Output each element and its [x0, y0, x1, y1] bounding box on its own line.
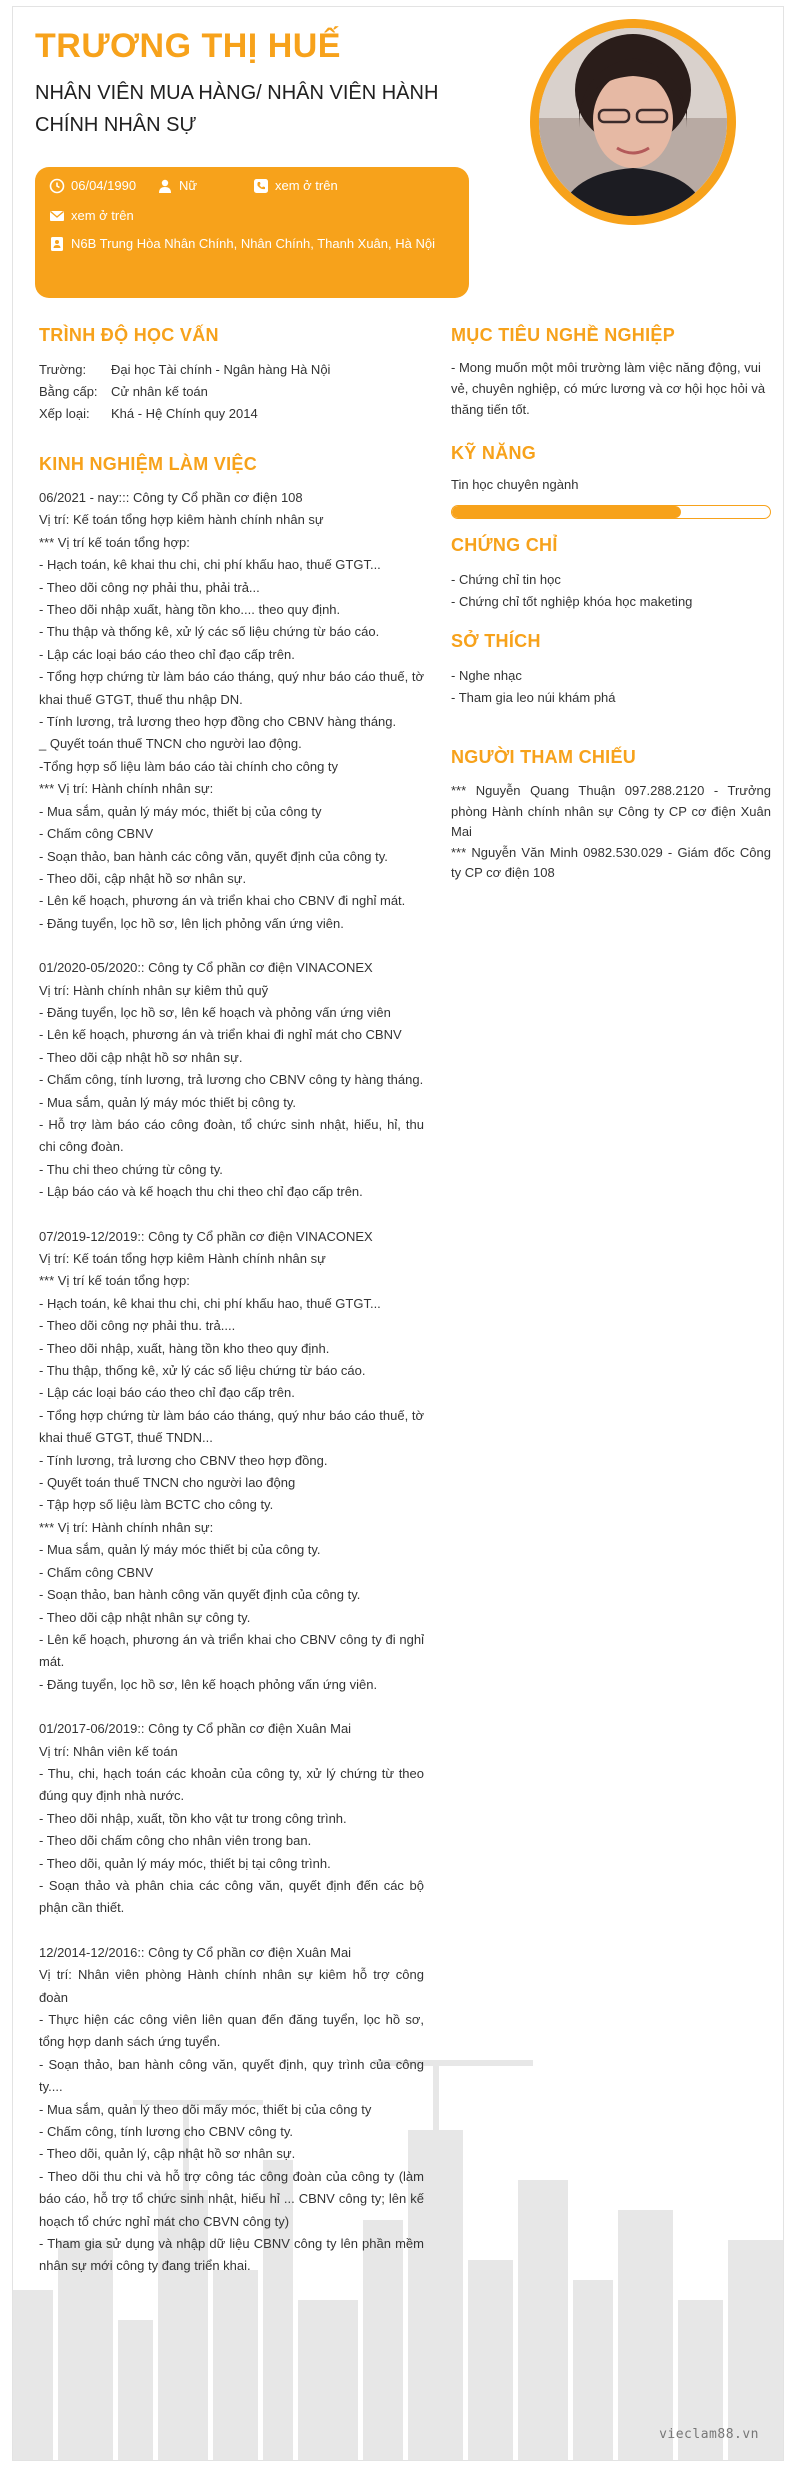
education-row — [39, 403, 449, 425]
references-list — [451, 781, 771, 884]
experience-line: _ Quyết toán thuế TNCN cho người lao động. — [39, 736, 302, 752]
experience-line: - Soạn thảo, ban hành công văn quyết định của công ty. — [39, 1587, 361, 1603]
experience-entry — [39, 487, 424, 935]
experience-line: - Chấm công CBNV — [39, 1564, 154, 1580]
experience-line: - Tập hợp số liệu làm BCTC cho công ty. — [39, 1497, 274, 1513]
email-value: xem ở trên — [71, 208, 134, 223]
experience-line: - Theo dõi, quản lý máy móc, thiết bị tại công trình. — [39, 1855, 331, 1871]
hobby-item: - Nghe nhạc — [451, 668, 522, 683]
education-title: TRÌNH ĐỘ HỌC VẤN — [39, 325, 219, 345]
experience-line: Vị trí: Hành chính nhân sự kiêm thủ quỹ — [39, 982, 269, 998]
experience-line: - Tổng hợp chứng từ làm báo cáo tháng, quý như báo cáo thuế, tờ khai thuế GTGT, thuế TNDN... — [39, 1407, 424, 1446]
candidate-name: TRƯƠNG THỊ HUẾ — [35, 27, 341, 65]
experience-line: - Đăng tuyển, lọc hồ sơ, lên kế hoạch và phỏng vấn ứng viên — [39, 1004, 391, 1020]
address-value: N6B Trung Hòa Nhân Chính, Nhân Chính, Thanh Xuân, Hà Nội — [71, 236, 435, 251]
experience-line: -Tổng hợp số liệu làm báo cáo tài chính cho công ty — [39, 758, 339, 774]
experience-line: - Theo dõi, quản lý, cập nhật hồ sơ nhân sự. — [39, 2146, 296, 2162]
experience-line: - Theo dõi nhập xuất, hàng tồn kho.... theo quy định. — [39, 602, 341, 618]
experience-line: - Tổng hợp chứng từ làm báo cáo tháng, quý như báo cáo thuế, tờ khai thuế GTGT, thuế thu nhập DN. — [39, 669, 424, 707]
phone-item — [253, 175, 338, 197]
experience-line: - Lên kế hoạch, phương án và triển khai đi nghỉ mát cho CBNV — [39, 1027, 402, 1043]
user-icon — [157, 178, 173, 194]
experience-line: *** Vị trí kế toán tổng hợp: — [39, 534, 190, 550]
experience-line: - Tính lương, trả lương cho CBNV theo hợp đồng. — [39, 1452, 328, 1468]
experience-line: - Lập các loại báo cáo theo chỉ đạo cấp trên. — [39, 646, 295, 662]
experience-entry — [39, 1718, 424, 1920]
experience-line: - Theo dõi, cập nhật hồ sơ nhân sự. — [39, 870, 247, 886]
experience-line: - Chấm công CBNV — [39, 826, 154, 842]
experience-line: - Theo dõi nhập, xuất, tồn kho vật tư trong công trình. — [39, 1810, 347, 1826]
education-row — [39, 381, 449, 403]
experience-line: - Chấm công, tính lương, trả lương cho CBNV công ty hàng tháng. — [39, 1072, 424, 1088]
experience-line: - Tính lương, trả lương theo hợp đồng cho CBNV hàng tháng. — [39, 714, 397, 730]
skill-name: Tin học chuyên ngành — [451, 477, 579, 492]
experience-line: - Theo dõi thu chi và hỗ trợ công tác công đoàn của công ty (làm báo cáo, hỗ trợ tổ chức sinh nhật, hiếu hỉ ... CBNV công ty; lên kế hoạch tổ chức nghỉ mát cho CBVN công ty) — [39, 2168, 424, 2229]
education-list — [39, 359, 449, 425]
skill-level-fill — [452, 506, 681, 518]
address-card-icon — [49, 236, 65, 252]
experience-line: - Hạch toán, kê khai thu chi, chi phí khấu hao, thuế GTGT... — [39, 1295, 381, 1311]
hobby-item: - Tham gia leo núi khám phá — [451, 690, 616, 705]
clock-icon — [49, 178, 65, 194]
email-item — [49, 205, 134, 227]
experience-line: - Mua sắm, quản lý máy móc thiết bị của công ty. — [39, 1542, 321, 1558]
experience-line: 06/2021 - nay::: Công ty Cổ phần cơ điện 108 — [39, 490, 303, 505]
job-title: NHÂN VIÊN MUA HÀNG/ NHÂN VIÊN HÀNH CHÍNH NHÂN SỰ — [35, 82, 439, 136]
experience-line: - Mua sắm, quản lý máy móc thiết bị công ty. — [39, 1094, 296, 1110]
phone-icon — [253, 178, 269, 194]
birthday-item — [49, 175, 136, 197]
skill-level-bar — [451, 505, 771, 519]
avatar — [530, 19, 736, 225]
objective-title: MỤC TIÊU NGHỀ NGHIỆP — [451, 325, 676, 345]
experience-line: - Mua sắm, quản lý máy móc, thiết bị của công ty — [39, 803, 322, 819]
certificate-item: - Chứng chỉ tin học — [451, 572, 561, 587]
experience-entry — [39, 1226, 424, 1697]
experience-line: - Đăng tuyển, lọc hồ sơ, lên kế hoạch phỏng vấn ứng viên. — [39, 1676, 378, 1692]
experience-line: - Đăng tuyển, lọc hồ sơ, lên lịch phỏng vấn ứng viên. — [39, 915, 344, 931]
experience-line: Vị trí: Nhân viên kế toán — [39, 1743, 178, 1759]
experience-line: 12/2014-12/2016:: Công ty Cổ phần cơ điện Xuân Mai — [39, 1944, 352, 1960]
experience-line: - Soạn thảo và phân chia các công văn, quyết định đến các bộ phận cần thiết. — [39, 1877, 424, 1916]
education-row — [39, 359, 449, 381]
experience-line: - Mua sắm, quản lý theo dõi mấy móc, thiết bị của công ty — [39, 2101, 372, 2117]
reference-item: *** Nguyễn Văn Minh 0982.530.029 - Giám đốc Công ty CP cơ điện 108 — [451, 844, 771, 880]
skills-title: KỸ NĂNG — [451, 443, 537, 463]
experience-line: - Theo dõi công nợ phải thu, phải trả... — [39, 579, 260, 595]
experience-line: - Theo dõi cập nhật nhân sự công ty. — [39, 1609, 251, 1625]
experience-line: 01/2017-06/2019:: Công ty Cổ phần cơ điện Xuân Mai — [39, 1721, 352, 1737]
education-value: Đại học Tài chính - Ngân hàng Hà Nội — [111, 362, 331, 377]
hobbies-list — [451, 665, 771, 709]
experience-line: 01/2020-05/2020:: Công ty Cổ phần cơ điện VINACONEX — [39, 960, 373, 976]
experience-line: - Lên kế hoạch, phương án và triển khai cho CBNV công ty đi nghỉ mát. — [39, 1631, 424, 1670]
experience-line: *** Vị trí: Hành chính nhân sự: — [39, 781, 214, 797]
contact-box — [35, 167, 469, 298]
birthday-value: 06/04/1990 — [71, 178, 137, 193]
experience-line: 07/2019-12/2019:: Công ty Cổ phần cơ điện VINACONEX — [39, 1228, 373, 1244]
education-label: Xếp loại: — [39, 406, 90, 421]
cv-page — [12, 6, 784, 2461]
reference-item: *** Nguyễn Quang Thuận 097.288.2120 - Trưởng phòng Hành chính nhân sự Công ty CP cơ điện Xuân Mai — [451, 783, 771, 839]
experience-line: - Thu thập, thống kê, xử lý các số liệu chứng từ báo cáo. — [39, 1363, 366, 1379]
experience-line: - Soạn thảo, ban hành các công văn, quyết định của công ty. — [39, 848, 388, 864]
certificate-item: - Chứng chỉ tốt nghiệp khóa học maketing — [451, 594, 693, 609]
experience-list — [39, 487, 424, 2300]
references-title: NGƯỜI THAM CHIẾU — [451, 747, 637, 767]
experience-line: - Theo dõi chấm công cho nhân viên trong ban. — [39, 1833, 312, 1849]
address-item — [49, 233, 449, 255]
objective-text: - Mong muốn một môi trường làm việc năng động, vui vẻ, chuyên nghiệp, có mức lương và cơ hội học hỏi và thăng tiến tốt. — [451, 360, 766, 417]
experience-line: - Quyết toán thuế TNCN cho người lao động — [39, 1475, 296, 1491]
experience-line: Vị trí: Nhân viên phòng Hành chính nhân sự kiêm hỗ trợ công đoàn — [39, 1967, 424, 2005]
experience-line: Vị trí: Kế toán tổng hợp kiêm hành chính nhân sự — [39, 512, 324, 528]
experience-line: - Hỗ trợ làm báo cáo công đoàn, tổ chức sinh nhật, hiếu, hỉ, thu chi công đoàn. — [39, 1116, 424, 1155]
education-value: Khá - Hệ Chính quy 2014 — [111, 406, 258, 421]
certificates-title: CHỨNG CHỈ — [451, 535, 558, 555]
experience-line: *** Vị trí: Hành chính nhân sự: — [39, 1519, 214, 1535]
hobbies-title: SỞ THÍCH — [451, 631, 541, 651]
experience-title: KINH NGHIỆM LÀM VIỆC — [39, 454, 258, 474]
experience-line: - Tham gia sử dụng và nhập dữ liệu CBNV công ty lên phần mềm nhân sự mới công ty đang triển khai. — [39, 2236, 424, 2274]
profile-photo — [539, 28, 727, 216]
experience-line: - Lên kế hoạch, phương án và triển khai cho CBNV đi nghỉ mát. — [39, 893, 406, 909]
experience-line: - Lập báo cáo và kế hoạch thu chi theo chỉ đạo cấp trên. — [39, 1184, 363, 1200]
experience-line: - Thực hiện các công viên liên quan đến đăng tuyển, lọc hồ sơ, tổng hợp danh sách ứng tuyển. — [39, 2012, 424, 2050]
education-value: Cử nhân kế toán — [111, 384, 208, 399]
gender-value: Nữ — [179, 178, 198, 193]
experience-line: *** Vị trí kế toán tổng hợp: — [39, 1273, 190, 1289]
experience-line: - Lập các loại báo cáo theo chỉ đạo cấp trên. — [39, 1385, 295, 1401]
experience-line: - Thu chi theo chứng từ công ty. — [39, 1161, 223, 1177]
experience-line: - Chấm công, tính lương cho CBNV công ty. — [39, 2124, 293, 2140]
site-watermark: vieclam88.vn — [659, 2427, 759, 2442]
certificates-list — [451, 569, 771, 613]
phone-value: xem ở trên — [275, 178, 338, 193]
education-label: Bằng cấp: — [39, 384, 98, 399]
gender-item — [157, 175, 197, 197]
experience-line: - Theo dõi cập nhật hồ sơ nhân sự. — [39, 1049, 243, 1065]
experience-line: Vị trí: Kế toán tổng hợp kiêm Hành chính nhân sự — [39, 1251, 326, 1266]
experience-line: - Thu, chi, hạch toán các khoản của công ty, xử lý chứng từ theo đúng quy định nhà nước. — [39, 1765, 424, 1804]
experience-line: - Hạch toán, kê khai thu chi, chi phí khấu hao, thuế GTGT... — [39, 557, 381, 573]
experience-entry — [39, 957, 424, 1203]
experience-entry — [39, 1942, 424, 2278]
experience-line: - Thu thập và thống kê, xử lý các số liệu chứng từ báo cáo. — [39, 624, 380, 640]
experience-line: - Theo dõi công nợ phải thu. trả.... — [39, 1318, 236, 1334]
experience-line: - Theo dõi nhập, xuất, hàng tồn kho theo quy định. — [39, 1340, 330, 1356]
envelope-icon — [49, 208, 65, 224]
experience-line: - Soạn thảo, ban hành công văn, quyết định, quy trình của công ty.... — [39, 2056, 424, 2095]
education-label: Trường: — [39, 362, 87, 377]
